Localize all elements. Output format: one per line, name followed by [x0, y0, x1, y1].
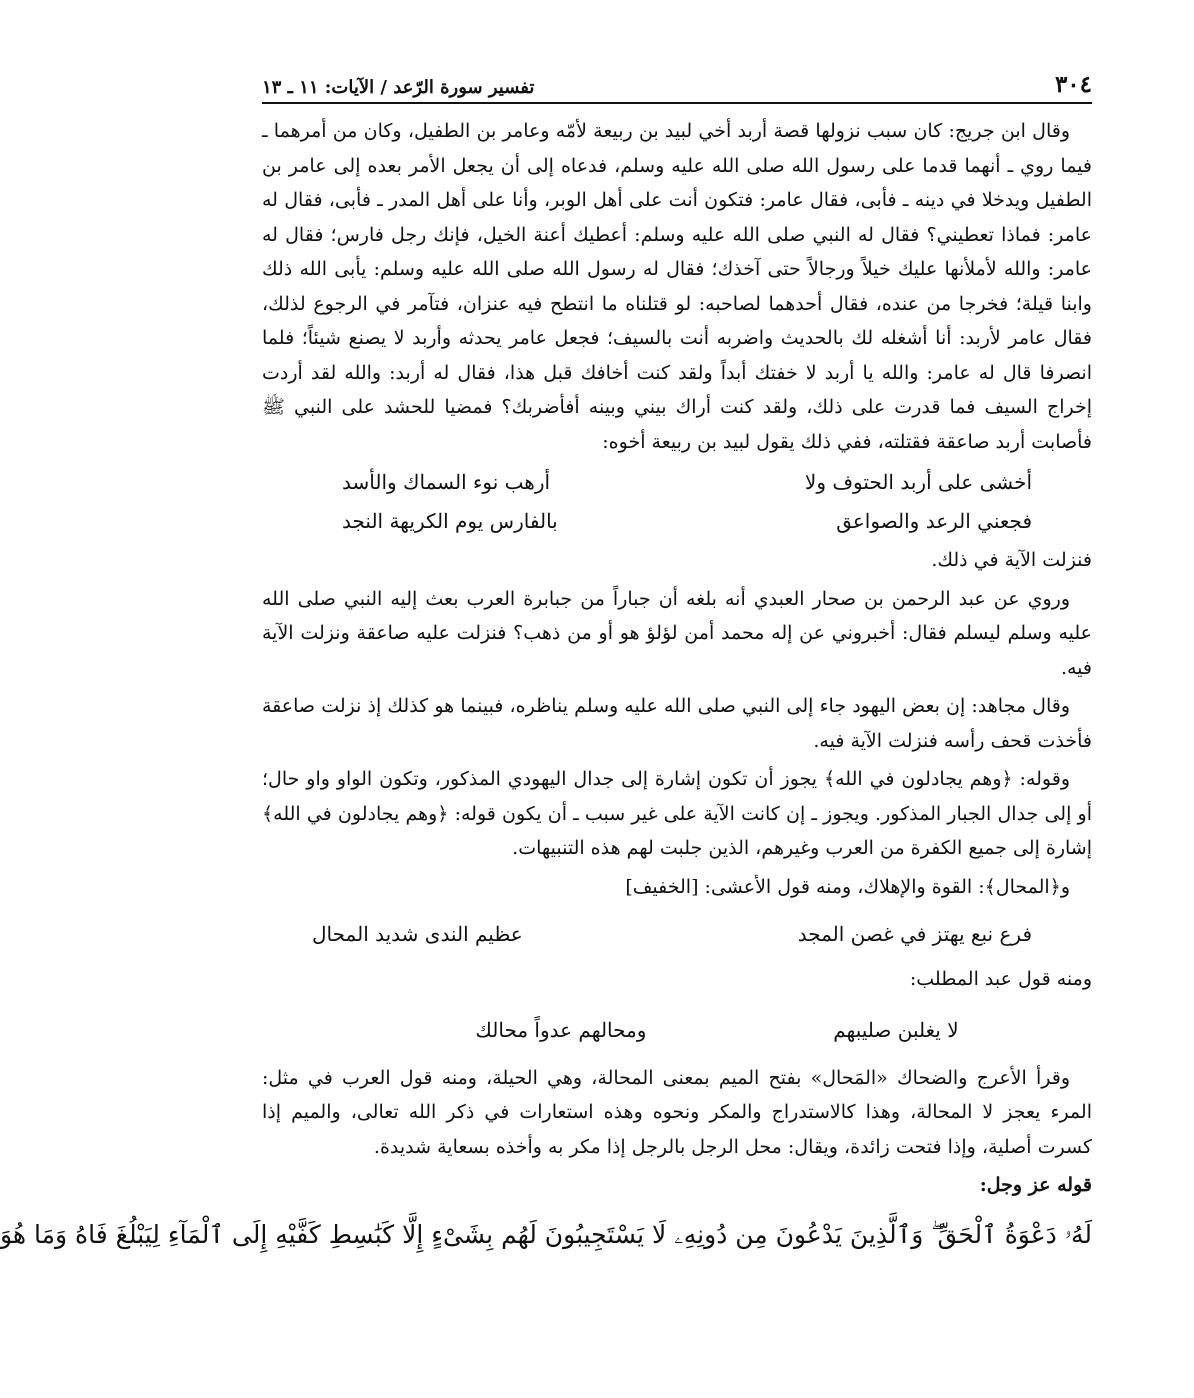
paragraph-abd-al-muttalib: ومنه قول عبد المطلب:: [909, 968, 1092, 990]
verse-line: [262, 908, 1092, 960]
verse-line: [262, 502, 1092, 541]
verse-first-hemistich: أخشى على أربد الحتوف ولا: [804, 470, 1032, 494]
verse-second-hemistich: ومحالهم عدواً محالك: [475, 1017, 647, 1042]
poem-labid: [262, 459, 1092, 543]
verse-second-hemistich: بالفارس يوم الكريهة النجد: [342, 509, 558, 533]
poem-abd-al-muttalib: [262, 997, 1092, 1061]
page-header: [262, 58, 1092, 104]
paragraph-mihal: و﴿المحال﴾: القوة والإهلاك، ومنه قول الأعشى: [الخفيف]: [625, 875, 1070, 898]
paragraph-qiraah: وقرأ الأعرج والضحاك «المَحال» بفتح الميم بمعنى المحالة، وهي الحيلة، ومنه قول العرب في مثل: المرء يعجز لا المحالة، وهذا كالاستدراج والمكر ونحوه وهذه استعارات في ذكر الله تعالى، والميم إذا كسرت أصلية، وإذا فتحت زائدة، ويقال: محل الرجل بالرجل إذا مكر به وأخذه بسعاية شديدة.: [262, 1066, 1092, 1158]
verse-first-hemistich: لا يغلبن صليبهم: [833, 1017, 959, 1042]
verse-second-hemistich: عظيم الندى شديد المحال: [312, 922, 523, 946]
verse-first-hemistich: فجعني الرعد والصواعق: [836, 509, 1032, 533]
paragraph-revelation-note: فنزلت الآية في ذلك.: [931, 549, 1092, 571]
poem-asha: [262, 904, 1092, 962]
verse-first-hemistich: فرع نبع يهتز في غصن المجد: [797, 922, 1032, 946]
paragraph-ibn-jurayj: وقال ابن جريج: كان سبب نزولها قصة أربد أخي لبيد بن ربيعة لأمّه وعامر بن الطفيل، وكان من أمرهما ـ فيما روي ـ أنهما قدما على رسول الله صلى الله عليه وسلم، فدعاه إلى أن يجعل الأمر بعده إلى عامر بن الطفيل ويدخلا في دينه ـ فأبى، فقال عامر: فتكون أنت على أهل الوبر، وأنا على أهل المدر ـ فأبى، فقال له عامر: فماذا تعطيني؟ فقال له النبي صلى الله عليه وسلم: أعطيك أعنة الخيل، فإنك رجل فارس؛ فقال له عامر: والله لأملأنها عليك خيلاً ورجالاً حتى آخذك؛ فقال له رسول الله صلى الله عليه وسلم: يأبى الله ذلك وابنا قيلة؛ فخرجا من عنده، فقال أحدهما لصاحبه: لو قتلناه ما انتطح فيه عنزان، فتآمر في الرجوع لذلك، فقال عامر لأربد: أنا أشغله لك بالحديث واضربه أنت بالسيف؛ فجعل عامر يحدثه وأربد لا يصنع شيئاً؛ فلما انصرفا قال له عامر: والله يا أربد لا خفتك أبداً ولقد كنت أخافك قبل هذا، فقال له أربد: والله لقد أردت إخراج السيف فما قدرت على ذلك، ولقد كنت أراك بيني وبينه أفأضربك؟ فمضيا للحشد على النبي ﷺ فأصابت أربد صاعقة فقتلته، ففي ذلك يقول لبيد بن ربيعة أخوه:: [262, 120, 1092, 453]
book-page: [0, 58, 1092, 1265]
paragraph-qawluhu: قوله عز وجل:: [979, 1174, 1092, 1196]
page-body: [0, 114, 1092, 1265]
quran-verse: لَهُۥ دَعْوَةُ ٱلْحَقِّ ۖ وَٱلَّذِينَ يَدْعُونَ مِن دُونِهِۦ لَا يَسْتَجِيبُونَ لَهُم بِشَىْءٍ إِلَّا كَبَٰسِطِ كَفَّيْهِ إِلَى ٱلْمَآءِ لِيَبْلُغَ فَاهُ وَمَا هُوَ: [0, 1219, 1092, 1249]
page-number: ٣٠٤: [1054, 71, 1092, 98]
verse-line: [262, 463, 1092, 502]
paragraph-sahhar: وروي عن عبد الرحمن بن صحار العبدي أنه بلغه أن جباراً من جبابرة العرب بعث إليه النبي صلى الله عليه وسلم ليسلم فقال: أخبروني عن إله محمد أمن لؤلؤ هو أو من ذهب؟ فنزلت عليه صاعقة ونزلت الآية فيه.: [262, 587, 1092, 679]
running-title: تفسير سورة الرّعد / الآيات: ١١ ـ ١٣: [262, 77, 535, 98]
paragraph-mujahid: وقال مجاهد: إن بعض اليهود جاء إلى النبي صلى الله عليه وسلم يناظره، فبينما هو كذلك إذ نزلت صاعقة فأخذت قحف رأسه فنزلت الآية فيه.: [262, 695, 1092, 752]
verse-second-hemistich: أرهب نوء السماك والأسد: [342, 470, 551, 494]
paragraph-disputing: وقوله: ﴿وهم يجادلون في الله﴾ يجوز أن تكون إشارة إلى جدال اليهودي المذكور، وتكون الواو واو حال؛ أو إلى جدال الجبار المذكور. ويجوز ـ إن كانت الآية على غير سبب ـ أن يكون قوله: ﴿وهم يجادلون في الله﴾ إشارة إلى جميع الكفرة من العرب وغيرهم، الذين جلبت لهم هذه التنبيهات.: [262, 768, 1092, 859]
verse-line: [262, 1001, 1092, 1059]
